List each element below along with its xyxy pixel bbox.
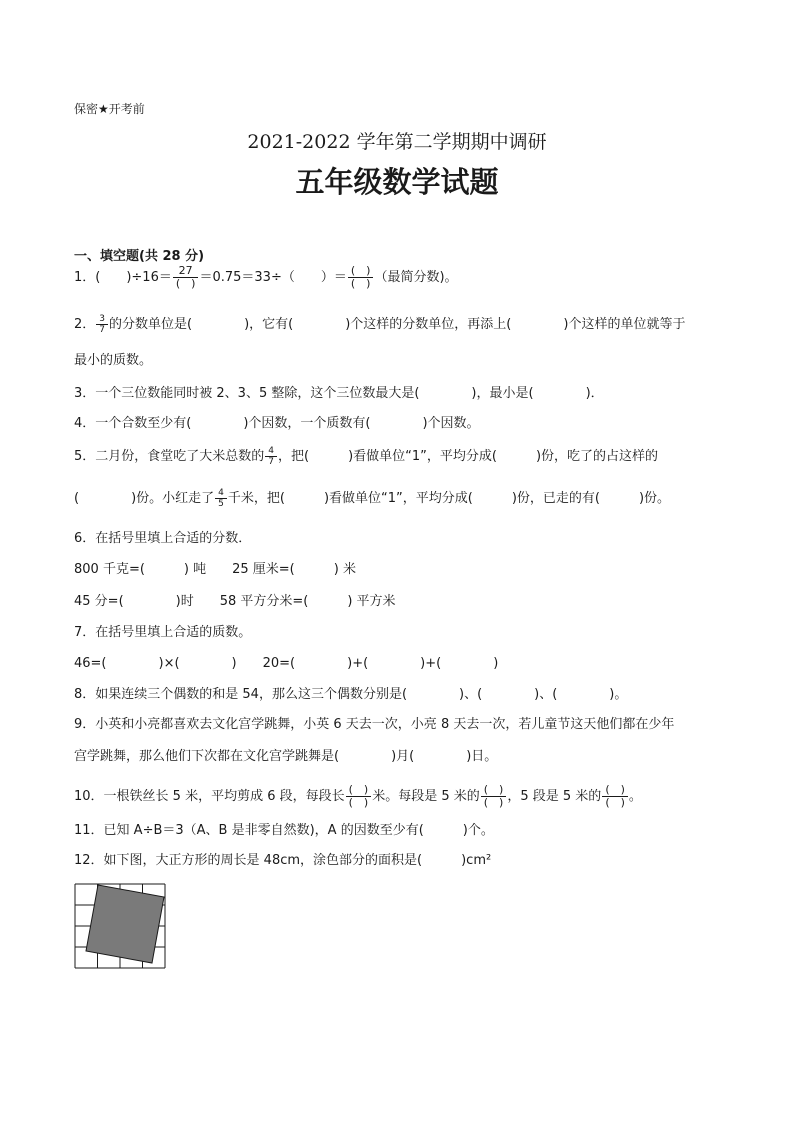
question-2-line2: 最小的质数。: [74, 353, 153, 368]
grid-diagram: [74, 883, 166, 969]
question-3: 3．一个三位数能同时被 2、3、5 整除，这个三位数最大是( )，最小是( )．: [74, 386, 604, 401]
q10-fraction-five-pieces[interactable]: $\frac{( )}{( )}$: [602, 784, 628, 809]
q10-fraction-length[interactable]: $\frac{( )}{( )}$: [346, 784, 372, 809]
confidential-label: 保密★开考前: [74, 102, 145, 116]
question-12: 12．如下图，大正方形的周长是 48cm，涂色部分的面积是( )cm²: [74, 853, 492, 868]
question-5-line2: ( )份。小红走了 $\frac{4}{5}$ 千米，把( )看做单位“1”，平均分成( )份，已走的有( )份。: [74, 488, 671, 509]
question-6: 6．在括号里填上合适的分数．: [74, 531, 252, 546]
square-grid-figure: [74, 883, 166, 969]
question-2: 2． $\frac{3}{7}$ 的分数单位是( )，它有( )个这样的分数单位，再添上( )个这样的单位就等于: [74, 314, 686, 335]
question-9: 9．小英和小亮都喜欢去文化宫学跳舞，小英 6 天去一次，小亮 8 天去一次，若儿童节这天他们都在少年: [74, 717, 675, 732]
q5-fraction-rice: $\frac{4}{7}$: [265, 446, 277, 467]
shaded-square: [86, 885, 164, 963]
question-6-line1: 800 千克=( ) 吨 25 厘米=( ) 米: [74, 562, 356, 577]
question-9-line2: 宫学跳舞，那么他们下次都在文化宫学跳舞是( )月( )日。: [74, 749, 498, 764]
question-8: 8．如果连续三个偶数的和是 54，那么这三个偶数分别是( )、( )、( )。: [74, 687, 628, 702]
question-7: 7．在括号里填上合适的质数。: [74, 625, 252, 640]
question-4: 4．一个合数至少有( )个因数，一个质数有( )个因数。: [74, 416, 480, 431]
section-fill-in-title: 一、填空题(共 28 分): [74, 249, 205, 264]
q5-fraction-distance: $\frac{4}{5}$: [215, 488, 227, 509]
q1-answer-fraction[interactable]: $\frac{( )}{( )}$: [348, 265, 374, 290]
exam-subtitle: 2021-2022 学年第二学期期中调研: [247, 131, 547, 153]
question-5: 5．二月份，食堂吃了大米总数的 $\frac{4}{7}$ ，把( )看做单位“1”，平均分成( )份，吃了的占这样的: [74, 446, 659, 467]
q10-fraction-piece[interactable]: $\frac{( )}{( )}$: [481, 784, 507, 809]
q1-fraction: $\frac{27}{( )}$: [173, 265, 199, 290]
question-7-line1: 46=( )×( ) 20=( )+( )+( ): [74, 656, 499, 671]
question-11: 11．已知 A÷B＝3（A、B 是非零自然数)，A 的因数至少有( )个。: [74, 823, 494, 838]
question-10: 10．一根铁丝长 5 米，平均剪成 6 段，每段长 $\frac{( )}{( )}$ 米。每段是 5 米的 $\frac{( )}{( )}$ ，5 段是 5 米的 $\frac{( )}{( )}$ 。: [74, 783, 642, 809]
question-6-line2: 45 分=( )时 58 平方分米=( ) 平方米: [74, 594, 396, 609]
q2-fraction: $\frac{3}{7}$: [96, 314, 108, 335]
exam-title: 五年级数学试题: [295, 165, 499, 199]
question-1: 1．( )÷16＝ $\frac{27}{( )}$ ＝0.75＝33÷（ ）＝ $\frac{( )}{( )}$ （最简分数)。: [74, 264, 458, 290]
